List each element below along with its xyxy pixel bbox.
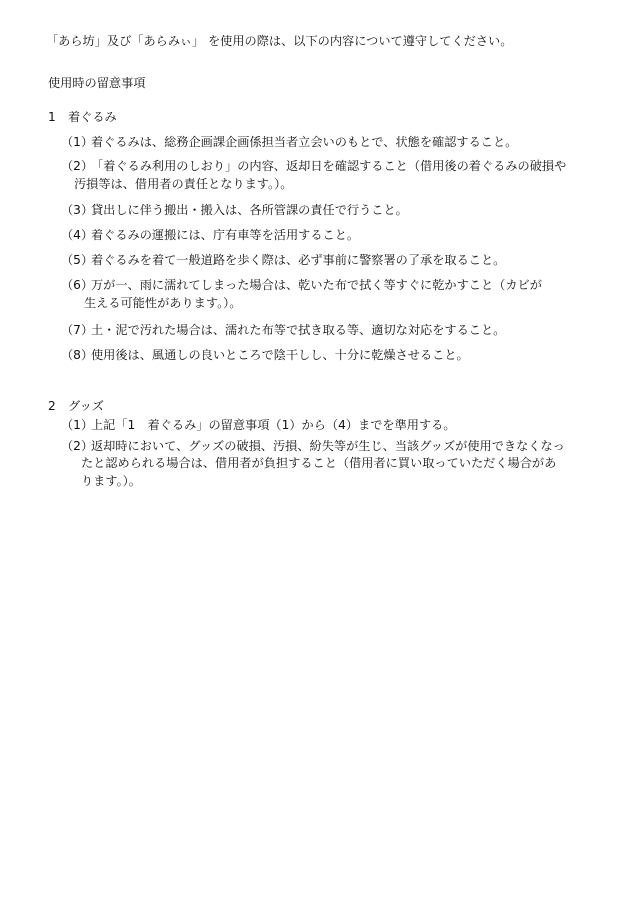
list-item: [61, 322, 591, 338]
item-text: 土・泥で汚れた場合は、濡れた布等で拭き取る等、適切な対応をすること。: [91, 323, 506, 337]
item-number: （8）: [61, 348, 94, 362]
section-number: 1: [48, 110, 56, 124]
list-item: [61, 202, 591, 218]
item-text: 万が一、雨に濡れてしまった場合は、乾いた布で拭く等すぐに乾かすこと（カビが: [91, 278, 542, 292]
item-number: （1）: [61, 135, 94, 149]
item-number: （7）: [61, 323, 94, 337]
item-number: （4）: [61, 228, 94, 242]
item-number: （2）: [61, 159, 94, 173]
item-text-continued: ります。）。: [81, 473, 141, 488]
item-text: 返却時において、グッズの破損、汚損、紛失等が生じ、当該グッズが使用できなくなっ: [91, 439, 565, 453]
item-text-continued: 汚損等は、借用者の責任となります。）。: [74, 177, 293, 192]
item-text: 使用後は、風通しの良いところで陰干しし、十分に乾燥させること。: [91, 348, 469, 362]
list-item: [61, 134, 591, 150]
section-title-goods: [48, 398, 104, 414]
list-item: [61, 347, 591, 363]
item-text: 着ぐるみは、総務企画課企画係担当者立会いのもとで、状態を確認すること。: [91, 135, 518, 149]
item-number: （1）: [61, 418, 94, 432]
item-text: 「着ぐるみ利用のしおり」の内容、返却日を確認すること（借用後の着ぐるみの破損や: [91, 159, 567, 173]
section-number: 2: [48, 399, 56, 413]
item-number: （5）: [61, 253, 94, 267]
section-title-text: 着ぐるみ: [68, 110, 117, 124]
item-number: （6）: [61, 278, 94, 292]
list-item: [61, 252, 591, 268]
item-text: 着ぐるみの運搬には、庁有車等を活用すること。: [91, 228, 360, 242]
section-title-costume: [48, 109, 117, 125]
notes-heading: 使用時の留意事項: [48, 76, 146, 90]
item-number: （3）: [61, 203, 94, 217]
list-item: [61, 438, 591, 489]
item-text: 上記「1 着ぐるみ」の留意事項（1）から（4）までを準用する。: [91, 418, 456, 432]
section-title-text: グッズ: [68, 399, 104, 413]
item-text: 着ぐるみを着て一般道路を歩く際は、必ず事前に警察署の了承を取ること。: [91, 253, 506, 267]
intro-text: 「あら坊」及び「あらみぃ」 を使用の際は、以下の内容について遵守してください。: [46, 34, 513, 48]
item-number: （2）: [61, 439, 94, 453]
list-item: [61, 277, 591, 312]
list-item: [61, 158, 591, 193]
list-item: [61, 227, 591, 243]
item-text: 貸出しに伴う搬出・搬入は、各所管課の責任で行うこと。: [91, 203, 408, 217]
item-text-continued: 生える可能性があります。）。: [84, 296, 242, 311]
item-text-continued: たと認められる場合は、借用者が負担すること（借用者に買い取っていただく場合があ: [81, 456, 557, 471]
list-item: [61, 417, 591, 433]
